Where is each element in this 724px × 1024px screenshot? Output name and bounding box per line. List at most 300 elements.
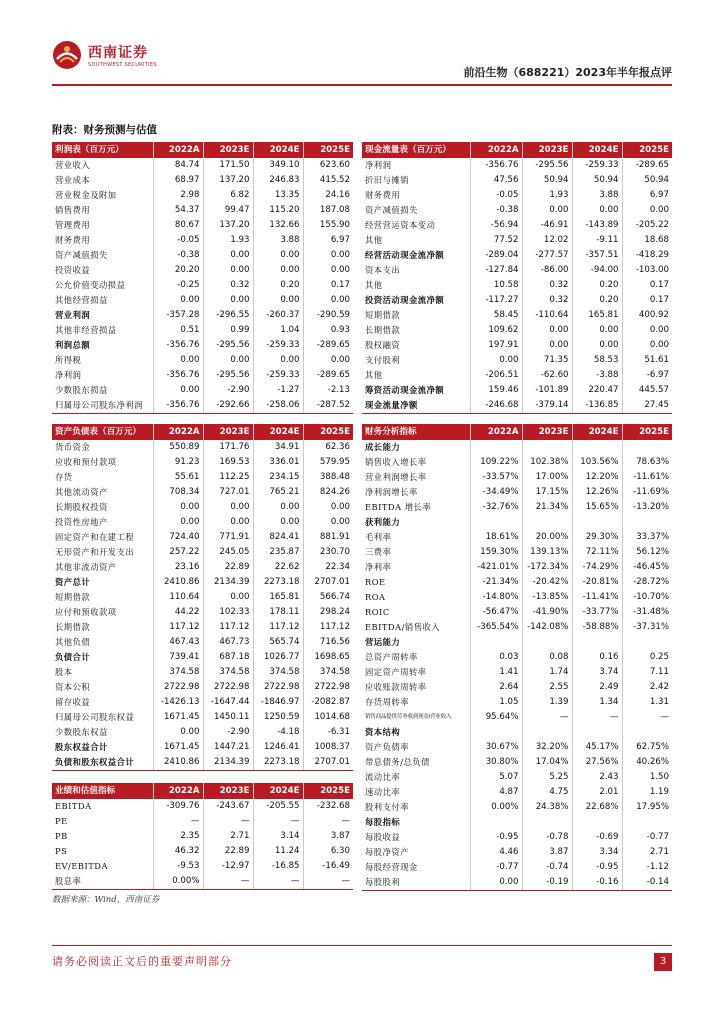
data-source-note: 数据来源：Wind，西南证券 (52, 895, 160, 905)
table-row (52, 590, 353, 605)
row-label-cell: 每股净资产 (362, 845, 470, 860)
value-cell: 0.17 (649, 280, 669, 290)
table-row (362, 455, 672, 470)
value-cell: 230.70 (319, 547, 350, 557)
table-row (52, 755, 353, 771)
value-cell: 178.11 (253, 605, 303, 620)
cashflow-statement-table (362, 142, 672, 414)
value-cell: -0.77 (470, 860, 522, 875)
value-cell: 881.91 (319, 532, 350, 542)
value-cell: 33.37% (636, 532, 669, 542)
header-divider (52, 84, 672, 86)
value-cell: -37.31% (633, 622, 669, 632)
value-cell: — (203, 874, 253, 890)
value-cell: -259.33 (253, 338, 303, 353)
row-label-cell: 利润总额 (52, 338, 153, 353)
value-cell: -289.65 (635, 160, 669, 170)
value-cell: -0.74 (522, 860, 572, 875)
value-cell: -357.28 (153, 308, 203, 323)
row-label-cell: 净利润增长率 (362, 485, 470, 500)
row-label-cell: 每股股利 (362, 875, 470, 891)
row-label-cell: 长期股权投资 (52, 500, 153, 515)
row-label-cell: 资本公积 (52, 680, 153, 695)
row-label-cell: 所得税 (52, 353, 153, 368)
table-header-row (52, 783, 353, 799)
table-row (362, 353, 672, 368)
table-row (362, 845, 672, 860)
value-cell: 1.05 (470, 695, 522, 710)
value-cell: -289.65 (316, 340, 350, 350)
row-label-cell: 营业利润增长率 (362, 470, 470, 485)
row-label-cell: 货币资金 (52, 440, 153, 455)
table-row (52, 665, 353, 680)
value-cell: 47.56 (470, 173, 522, 188)
table-row (362, 398, 672, 414)
row-label-cell: 资本结构 (362, 725, 470, 740)
value-cell: 0.00 (203, 515, 253, 530)
value-cell: -33.77% (572, 605, 622, 620)
value-cell: -289.04 (470, 248, 522, 263)
value-cell: 0.00 (572, 323, 622, 338)
value-cell: -277.57 (522, 248, 572, 263)
page-number: 3 (654, 953, 672, 971)
value-cell: 112.25 (203, 470, 253, 485)
value-cell: 0.00 (203, 500, 253, 515)
value-cell: 7.11 (649, 667, 669, 677)
year-header-cell: 2023E (522, 142, 572, 158)
row-label-cell: 营运能力 (362, 635, 470, 650)
value-cell: 72.11% (572, 545, 622, 560)
value-cell: 62.75% (636, 742, 669, 752)
value-cell: — (253, 814, 303, 829)
value-cell: -290.59 (316, 310, 350, 320)
year-header-cell: 2023E (203, 142, 253, 158)
row-label-cell: 应收账款周转率 (362, 680, 470, 695)
row-label-cell: 经营营运资本变动 (362, 218, 470, 233)
value-cell: 1026.77 (253, 650, 303, 665)
value-cell: -0.95 (470, 830, 522, 845)
value-cell: -2.90 (203, 725, 253, 740)
value-cell: 1450.11 (203, 710, 253, 725)
row-label-cell: 销售费用 (52, 203, 153, 218)
table-row (52, 383, 353, 398)
table-row (362, 635, 672, 650)
value-cell: 12.26% (572, 485, 622, 500)
value-cell: 1014.68 (314, 712, 350, 722)
row-label-cell: 长期借款 (362, 323, 470, 338)
value-cell: -421.01% (470, 560, 522, 575)
value-cell: -1.27 (253, 383, 303, 398)
value-cell: -1647.44 (203, 695, 253, 710)
row-label-cell: 获利能力 (362, 515, 470, 530)
row-label-cell: 资产减值损失 (52, 248, 153, 263)
value-cell: 137.20 (203, 173, 253, 188)
value-cell: 0.00 (470, 353, 522, 368)
row-label-cell: 其他 (362, 368, 470, 383)
table-row (52, 829, 353, 844)
year-header-cell: 2024E (253, 424, 303, 440)
year-header-cell: 2023E (203, 783, 253, 799)
table-row (52, 650, 353, 665)
table-row (362, 263, 672, 278)
value-cell: — (572, 710, 622, 725)
table-row (52, 203, 353, 218)
row-label-cell: 支付股利 (362, 353, 470, 368)
value-cell: -172.34% (522, 560, 572, 575)
value-cell: 0.00 (153, 515, 203, 530)
table-row (52, 560, 353, 575)
value-cell: 0.20 (572, 278, 622, 293)
value-cell: 117.12 (153, 620, 203, 635)
value-cell (572, 440, 622, 455)
value-cell: 235.87 (253, 545, 303, 560)
row-label-cell: 营业税金及附加 (52, 188, 153, 203)
value-cell: 159.30% (470, 545, 522, 560)
value-cell: -4.18 (253, 725, 303, 740)
table-row (52, 635, 353, 650)
row-label-cell: EBITDA/销售收入 (362, 620, 470, 635)
row-label-cell: 固定资产周转率 (362, 665, 470, 680)
table-row (52, 859, 353, 874)
row-label-cell: 负债合计 (52, 650, 153, 665)
value-cell: 234.15 (253, 470, 303, 485)
value-cell: 0.00 (330, 295, 350, 305)
row-label-cell: 无形资产和开发支出 (52, 545, 153, 560)
year-header-cell: 2025E (303, 783, 353, 799)
row-label-cell: 应收和预付款项 (52, 455, 153, 470)
table-row (52, 293, 353, 308)
section-title: 附表：财务预测与估值 (52, 124, 157, 136)
value-cell: -136.85 (572, 398, 622, 414)
row-label-cell: 现金流量净额 (362, 398, 470, 414)
value-cell: 91.23 (153, 455, 203, 470)
value-cell: -56.47% (470, 605, 522, 620)
value-cell: -56.94 (470, 218, 522, 233)
value-cell: 5.07 (470, 770, 522, 785)
value-cell: 0.51 (153, 323, 203, 338)
table-row (52, 158, 353, 173)
row-label-cell: 股东权益合计 (52, 740, 153, 755)
value-cell (572, 635, 622, 650)
value-cell: -6.97 (646, 370, 669, 380)
value-cell: 169.53 (203, 455, 253, 470)
table-row (52, 218, 353, 233)
table-header-row (52, 142, 353, 158)
value-cell: -356.76 (153, 338, 203, 353)
value-cell: 27.45 (622, 398, 672, 414)
value-cell: -246.68 (470, 398, 522, 414)
value-cell: 102.33 (203, 605, 253, 620)
table-row (52, 814, 353, 829)
table-row (52, 323, 353, 338)
value-cell: 1.34 (572, 695, 622, 710)
row-label-cell: 资产减值损失 (362, 203, 470, 218)
table-row (362, 515, 672, 530)
value-cell: 21.34% (522, 500, 572, 515)
value-cell: -2.90 (203, 383, 253, 398)
table-row (362, 500, 672, 515)
value-cell: 117.12 (253, 620, 303, 635)
row-label-cell: 固定资产和在建工程 (52, 530, 153, 545)
value-cell: 197.91 (470, 338, 522, 353)
value-cell: -260.37 (253, 308, 303, 323)
value-cell: -356.76 (153, 398, 203, 414)
value-cell: -205.22 (635, 220, 669, 230)
value-cell: 22.34 (325, 562, 350, 572)
value-cell: 2.64 (470, 680, 522, 695)
table-row (362, 338, 672, 353)
value-cell: -28.72% (633, 577, 669, 587)
value-cell: 102.38% (522, 455, 572, 470)
value-cell: -11.41% (572, 590, 622, 605)
value-cell: 0.00 (153, 500, 203, 515)
logo-chinese-text: 西南证券 (88, 45, 148, 61)
value-cell: 23.16 (153, 560, 203, 575)
value-cell: 55.61 (153, 470, 203, 485)
row-label-cell: 净利率 (362, 560, 470, 575)
row-label-cell: 其他非经营损益 (52, 323, 153, 338)
value-cell: 45.17% (572, 740, 622, 755)
row-label-cell: 负债和股东权益合计 (52, 755, 153, 771)
row-label-cell: 投资性房地产 (52, 515, 153, 530)
value-cell (622, 440, 672, 455)
value-cell: 0.25 (649, 652, 669, 662)
value-cell: 3.74 (572, 665, 622, 680)
value-cell: 3.88 (253, 233, 303, 248)
value-cell (572, 725, 622, 740)
value-cell: -103.00 (635, 265, 669, 275)
value-cell: 0.00 (330, 355, 350, 365)
table-row (362, 785, 672, 800)
value-cell: 2722.98 (203, 680, 253, 695)
value-cell: -16.49 (322, 861, 350, 871)
value-cell: 0.00 (330, 265, 350, 275)
value-cell: 374.58 (203, 665, 253, 680)
value-cell: 220.47 (572, 383, 622, 398)
value-cell: 4.75 (522, 785, 572, 800)
value-cell: -33.57% (470, 470, 522, 485)
value-cell: 6.82 (203, 188, 253, 203)
value-cell: 0.00 (203, 263, 253, 278)
value-cell: 71.35 (522, 353, 572, 368)
value-cell: 2.35 (153, 829, 203, 844)
value-cell: 0.00 (203, 293, 253, 308)
table-row (362, 665, 672, 680)
value-cell: 0.32 (522, 293, 572, 308)
value-cell: 579.95 (319, 457, 350, 467)
value-cell: 0.00 (153, 353, 203, 368)
row-label-cell: 三费率 (362, 545, 470, 560)
row-label-cell: 股息率 (52, 874, 153, 890)
value-cell: — (341, 816, 350, 826)
value-cell: 824.26 (319, 487, 350, 497)
value-cell: -356.76 (470, 158, 522, 173)
value-cell: 62.36 (325, 442, 350, 452)
value-cell: -11.61% (633, 472, 669, 482)
logo-english-text: SOUTHWEST SECURITIES (88, 62, 157, 68)
value-cell: — (303, 874, 353, 890)
value-cell: 3.14 (253, 829, 303, 844)
table-row (52, 470, 353, 485)
value-cell: 80.67 (153, 218, 203, 233)
table-row (362, 830, 672, 845)
table-row (362, 233, 672, 248)
value-cell: 50.94 (572, 173, 622, 188)
value-cell: -2.13 (327, 385, 350, 395)
value-cell: -232.68 (316, 801, 350, 811)
table-row (52, 455, 353, 470)
value-cell: 1671.45 (153, 740, 203, 755)
value-cell: -0.05 (153, 233, 203, 248)
row-label-cell: ROA (362, 590, 470, 605)
table-row (362, 158, 672, 173)
value-cell: 17.00% (522, 470, 572, 485)
value-cell: 2.49 (572, 680, 622, 695)
value-cell: 6.97 (649, 190, 669, 200)
value-cell: 0.00 (649, 340, 669, 350)
value-cell: 2722.98 (314, 682, 350, 692)
row-label-cell: 营业利润 (52, 308, 153, 323)
value-cell: -357.51 (572, 248, 622, 263)
table-header-row (362, 424, 672, 440)
value-cell: 2134.39 (203, 575, 253, 590)
value-cell: 117.12 (203, 620, 253, 635)
value-cell (470, 725, 522, 740)
row-label-cell: 其他 (362, 278, 470, 293)
value-cell: -74.29% (572, 560, 622, 575)
row-label-cell: 营业收入 (52, 158, 153, 173)
value-cell: 724.40 (153, 530, 203, 545)
value-cell: 0.00 (572, 203, 622, 218)
table-row (362, 440, 672, 455)
value-cell: 4.46 (470, 845, 522, 860)
row-label-cell: 毛利率 (362, 530, 470, 545)
value-cell (622, 515, 672, 530)
table-row (52, 725, 353, 740)
row-label-cell: 折旧与摊销 (362, 173, 470, 188)
value-cell: 77.52 (470, 233, 522, 248)
table-row (362, 545, 672, 560)
value-cell: 2.43 (572, 770, 622, 785)
table-row (52, 844, 353, 859)
value-cell: -58.88% (572, 620, 622, 635)
row-label-cell: 资产总计 (52, 575, 153, 590)
value-cell: 139.13% (522, 545, 572, 560)
table-row (52, 233, 353, 248)
value-cell: 12.20% (572, 470, 622, 485)
table-row (52, 353, 353, 368)
value-cell: 0.32 (522, 278, 572, 293)
value-cell: 1447.21 (203, 740, 253, 755)
value-cell: 0.00 (253, 353, 303, 368)
value-cell: 1008.37 (314, 742, 350, 752)
valuation-table (52, 783, 353, 890)
row-label-cell: 其他流动资产 (52, 485, 153, 500)
value-cell: -259.33 (572, 158, 622, 173)
value-cell: 51.61 (644, 355, 669, 365)
value-cell: -11.69% (633, 487, 669, 497)
value-cell: 3.87 (522, 845, 572, 860)
company-logo (52, 40, 232, 76)
row-label-cell: 股权融资 (362, 338, 470, 353)
value-cell: -365.54% (470, 620, 522, 635)
value-cell: 467.73 (203, 635, 253, 650)
table-row (52, 308, 353, 323)
value-cell: 336.01 (253, 455, 303, 470)
table-title-cell: 业绩和估值指标 (52, 783, 153, 799)
row-label-cell: 投资活动现金流净额 (362, 293, 470, 308)
table-row (362, 188, 672, 203)
value-cell: -296.55 (203, 308, 253, 323)
value-cell: 109.22% (470, 455, 522, 470)
value-cell: -41.90% (522, 605, 572, 620)
value-cell: -110.64 (522, 308, 572, 323)
table-row (362, 278, 672, 293)
value-cell: 0.00 (253, 515, 303, 530)
row-label-cell: PE (52, 814, 153, 829)
value-cell: -6.31 (327, 727, 350, 737)
row-label-cell: 资产负债率 (362, 740, 470, 755)
value-cell: 0.00 (203, 248, 253, 263)
value-cell: 771.91 (203, 530, 253, 545)
table-row (362, 203, 672, 218)
value-cell: 13.35 (253, 188, 303, 203)
value-cell: -10.70% (633, 592, 669, 602)
table-row (362, 560, 672, 575)
value-cell: 0.00 (470, 875, 522, 891)
value-cell: -0.69 (572, 830, 622, 845)
value-cell: -243.67 (203, 799, 253, 814)
value-cell: 22.89 (203, 844, 253, 859)
value-cell: 1.39 (522, 695, 572, 710)
value-cell: 2.98 (153, 188, 203, 203)
table-row (52, 530, 353, 545)
table-row (52, 248, 353, 263)
value-cell: 739.41 (153, 650, 203, 665)
value-cell (470, 815, 522, 830)
value-cell: -9.11 (572, 233, 622, 248)
value-cell: 54.37 (153, 203, 203, 218)
value-cell: 0.17 (649, 295, 669, 305)
value-cell: -20.42% (522, 575, 572, 590)
table-row (52, 710, 353, 725)
value-cell: -0.05 (470, 188, 522, 203)
table-row (362, 770, 672, 785)
table-row (52, 398, 353, 414)
row-label-cell: 每股经营现金 (362, 860, 470, 875)
value-cell: 0.00 (649, 205, 669, 215)
row-label-cell: 其他负债 (52, 635, 153, 650)
value-cell (572, 815, 622, 830)
value-cell: 374.58 (319, 667, 350, 677)
value-cell (622, 725, 672, 740)
value-cell: 2134.39 (203, 755, 253, 771)
value-cell: 17.95% (636, 802, 669, 812)
value-cell: 24.38% (522, 800, 572, 815)
value-cell (470, 515, 522, 530)
table-row (52, 440, 353, 455)
value-cell: 58.53 (572, 353, 622, 368)
value-cell: -0.16 (572, 875, 622, 891)
table-row (52, 545, 353, 560)
year-header-cell: 2025E (303, 424, 353, 440)
row-label-cell: 每股收益 (362, 830, 470, 845)
value-cell: 24.16 (325, 190, 350, 200)
value-cell: 374.58 (153, 665, 203, 680)
value-cell: 1250.59 (253, 710, 303, 725)
value-cell: 3.34 (572, 845, 622, 860)
table-row (362, 605, 672, 620)
